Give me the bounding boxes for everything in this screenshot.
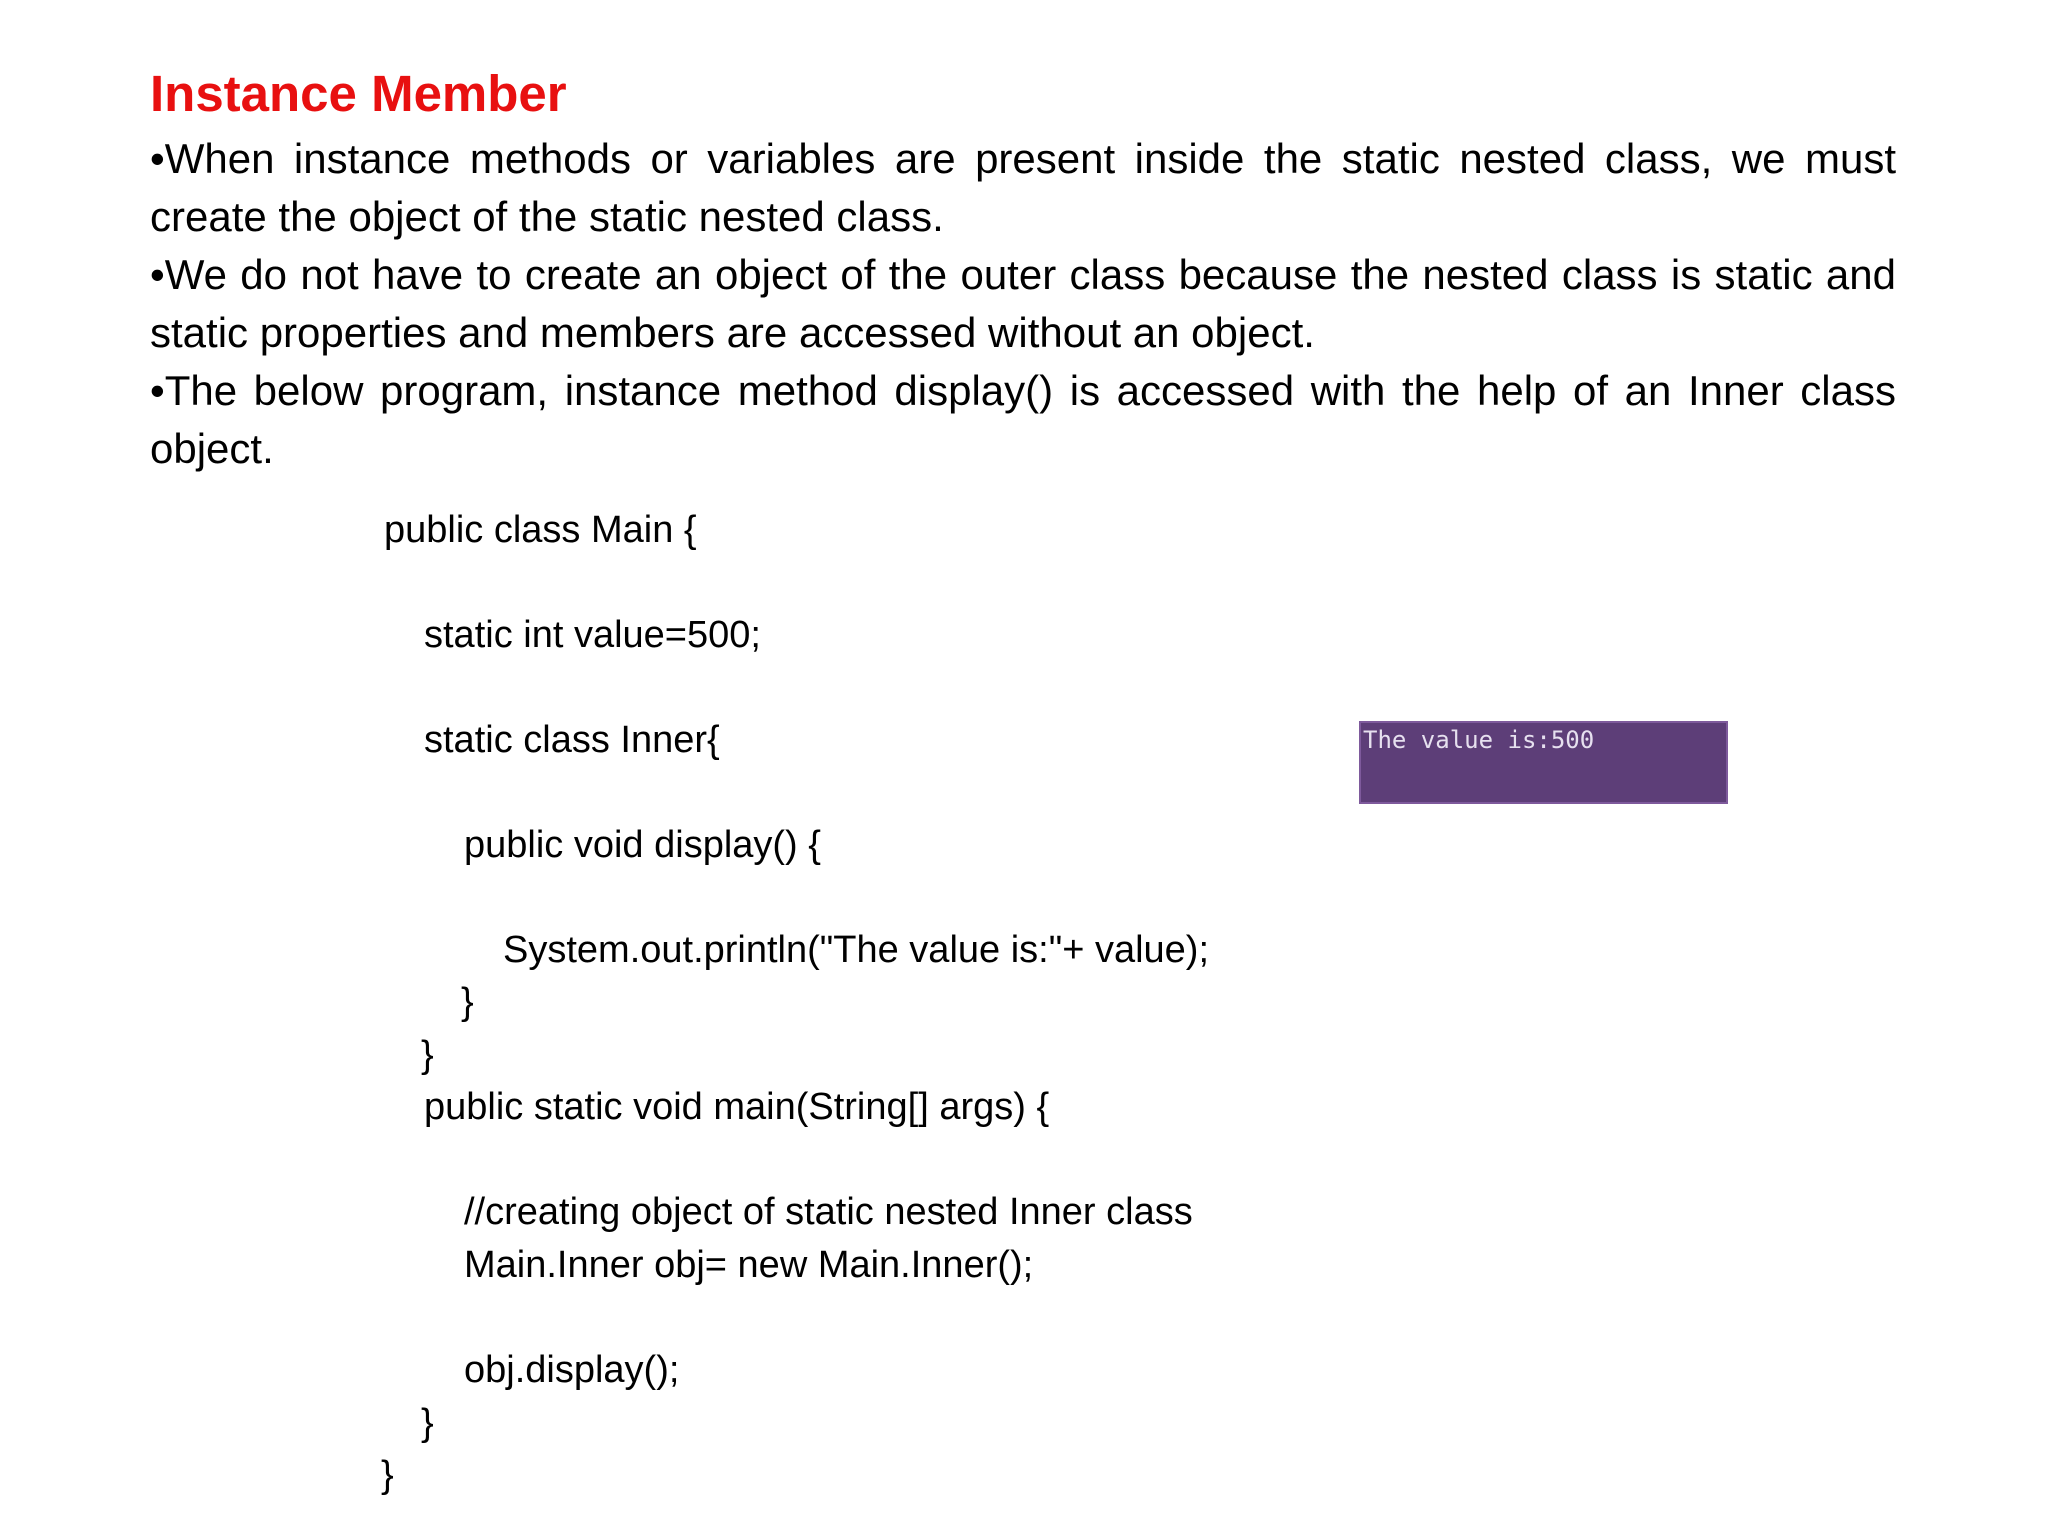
bullet-item: •When instance methods or variables are present inside the static nested class, we must create the object of the static nested class. bbox=[150, 135, 1896, 240]
code-line: } bbox=[421, 1034, 434, 1076]
code-line: public class Main { bbox=[384, 509, 697, 551]
code-line: Main.Inner obj= new Main.Inner(); bbox=[464, 1244, 1034, 1286]
code-line: //creating object of static nested Inner class bbox=[464, 1191, 1193, 1233]
code-line: public void display() { bbox=[464, 824, 821, 866]
console-output-box bbox=[1359, 721, 1728, 804]
code-line: public static void main(String[] args) { bbox=[424, 1086, 1050, 1128]
bullet-list bbox=[150, 130, 1896, 478]
code-line: } bbox=[381, 1454, 394, 1496]
console-output-text: The value is:500 bbox=[1363, 726, 1595, 754]
code-line: } bbox=[421, 1402, 434, 1444]
bullet-item: •The below program, instance method display() is accessed with the help of an Inner class object. bbox=[150, 367, 1896, 472]
code-line: System.out.println("The value is:"+ value); bbox=[503, 929, 1210, 971]
code-line: obj.display(); bbox=[464, 1349, 680, 1391]
code-line: } bbox=[461, 981, 474, 1023]
bullet-item: •We do not have to create an object of the outer class because the nested class is static and static properties and members are accessed without an object. bbox=[150, 251, 1896, 356]
code-line: static int value=500; bbox=[424, 614, 761, 656]
code-line: static class Inner{ bbox=[424, 719, 720, 761]
slide-title: Instance Member bbox=[150, 65, 567, 122]
